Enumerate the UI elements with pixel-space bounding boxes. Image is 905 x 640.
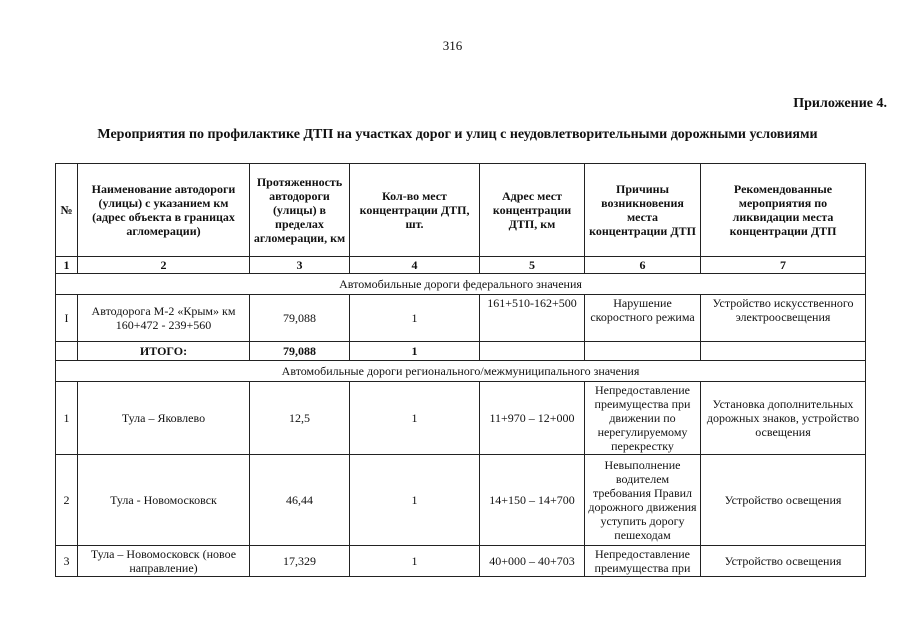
- header-cell-name: Наименование автодороги (улицы) с указанием км (адрес объекта в границах агломерации): [78, 164, 250, 257]
- header-cell-measure: Рекомендованные мероприятия по ликвидации места концентрации ДТП: [701, 164, 866, 257]
- table-row: [56, 382, 866, 455]
- row-num: 1: [56, 382, 78, 455]
- measures-table: [55, 163, 866, 577]
- accident-cause: Невыполнение водителем требования Правил дорожного движения уступить дорогу пешеходам: [585, 455, 701, 546]
- column-number: 7: [701, 257, 866, 274]
- section-row-federal: [56, 274, 866, 295]
- header-cell-cause: Причины возникновения места концентрации ДТП: [585, 164, 701, 257]
- accident-cause: Нарушение скоростного режима: [585, 295, 701, 342]
- accident-count: 1: [350, 455, 480, 546]
- section-row-regional: [56, 361, 866, 382]
- total-count: 1: [350, 342, 480, 361]
- accident-count: 1: [350, 295, 480, 342]
- road-length: 79,088: [250, 295, 350, 342]
- accident-cause: Непредоставление преимущества при: [585, 546, 701, 577]
- accident-count: 1: [350, 546, 480, 577]
- recommended-measure: Устройство освещения: [701, 546, 866, 577]
- column-number: 4: [350, 257, 480, 274]
- header-cell-address: Адрес мест концентрации ДТП, км: [480, 164, 585, 257]
- table-row: [56, 546, 866, 577]
- accident-address: 161+510-162+500: [480, 295, 585, 342]
- road-name: Тула - Новомосковск: [78, 455, 250, 546]
- section-title-regional: Автомобильные дороги регионального/межмуниципального значения: [56, 361, 866, 382]
- recommended-measure: Установка дополнительных дорожных знаков, устройство освещения: [701, 382, 866, 455]
- column-number: 1: [56, 257, 78, 274]
- accident-address: 40+000 – 40+703: [480, 546, 585, 577]
- row-num: 2: [56, 455, 78, 546]
- total-length: 79,088: [250, 342, 350, 361]
- road-name: Тула – Яковлево: [78, 382, 250, 455]
- accident-cause: Непредоставление преимущества при движении по нерегулируемому перекрестку: [585, 382, 701, 455]
- column-number: 6: [585, 257, 701, 274]
- header-cell-length: Протяженность автодороги (улицы) в пределах агломерации, км: [250, 164, 350, 257]
- column-number-row: [56, 257, 866, 274]
- accident-address: 11+970 – 12+000: [480, 382, 585, 455]
- row-num: 3: [56, 546, 78, 577]
- road-length: 17,329: [250, 546, 350, 577]
- page-number: 316: [442, 38, 463, 53]
- accident-address: 14+150 – 14+700: [480, 455, 585, 546]
- table-row: [56, 455, 866, 546]
- road-name: Тула – Новомосковск (новое направление): [78, 546, 250, 577]
- road-length: 46,44: [250, 455, 350, 546]
- road-length: 12,5: [250, 382, 350, 455]
- column-number: 5: [480, 257, 585, 274]
- row-num: I: [56, 295, 78, 342]
- total-row: [56, 342, 866, 361]
- total-label: ИТОГО:: [78, 342, 250, 361]
- table-row: [56, 295, 866, 342]
- header-cell-num: №: [56, 164, 78, 257]
- document-title: Мероприятия по профилактике ДТП на участках дорог и улиц с неудовлетворительными дорожными условиями: [97, 127, 818, 142]
- header-cell-count: Кол-во мест концентрации ДТП, шт.: [350, 164, 480, 257]
- accident-count: 1: [350, 382, 480, 455]
- column-number: 2: [78, 257, 250, 274]
- section-title-federal: Автомобильные дороги федерального значения: [56, 274, 866, 295]
- recommended-measure: Устройство освещения: [701, 455, 866, 546]
- road-name: Автодорога М-2 «Крым» км 160+472 - 239+560: [78, 295, 250, 342]
- header-row: [56, 164, 866, 257]
- recommended-measure: Устройство искусственного электроосвещения: [701, 295, 866, 342]
- column-number: 3: [250, 257, 350, 274]
- appendix-label: Приложение 4.: [793, 96, 887, 111]
